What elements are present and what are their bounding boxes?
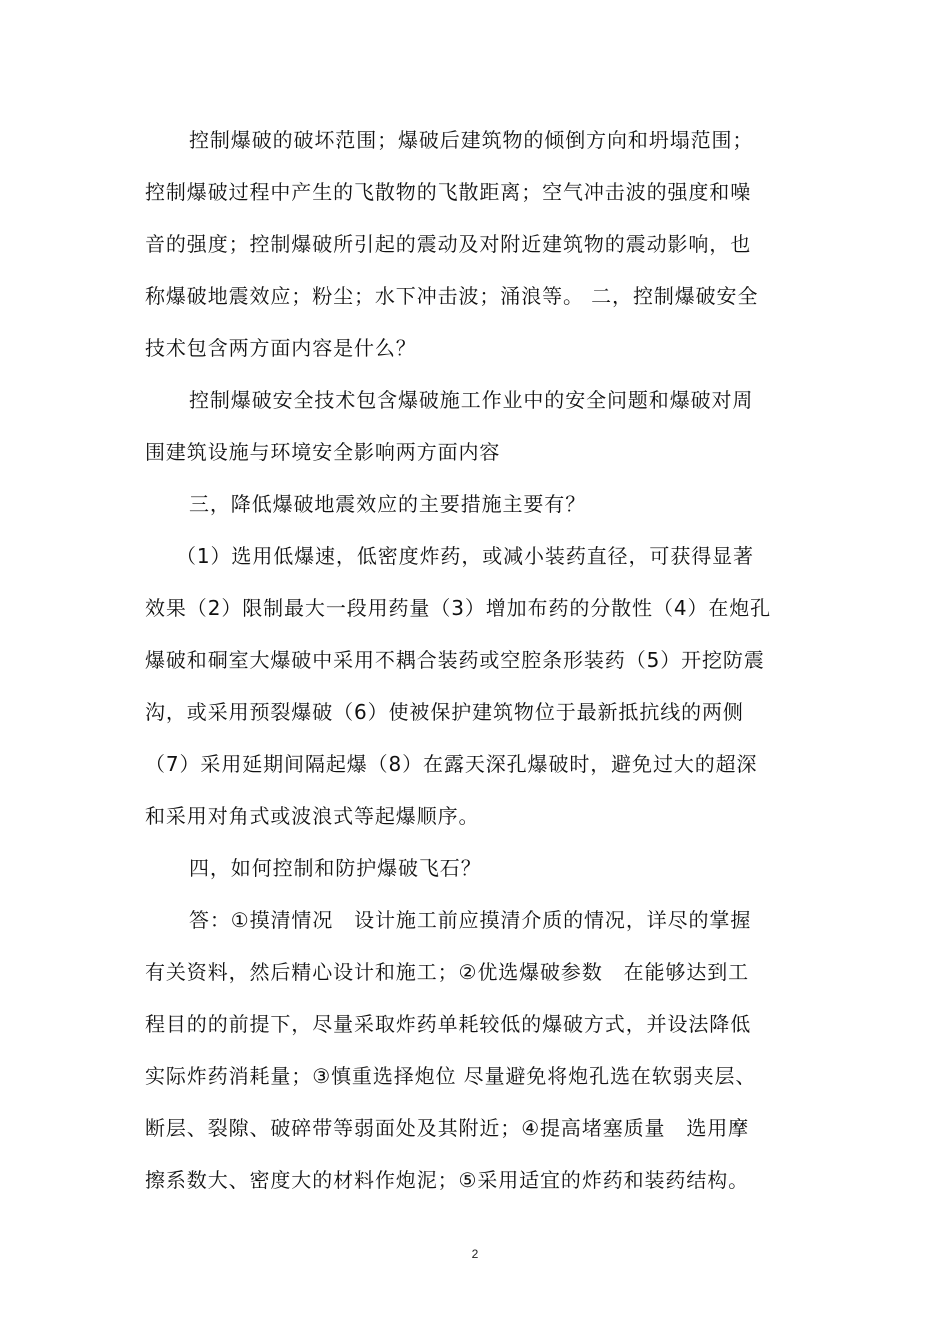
- text-line: 技术包含两方面内容是什么？: [145, 336, 417, 360]
- text-line: （1）选用低爆速，低密度炸药，或减小装药直径，可获得显著: [176, 544, 754, 568]
- text-line: 控制爆破过程中产生的飞散物的飞散距离；空气冲击波的强度和噪: [145, 180, 752, 204]
- text-line: 断层、裂隙、破碎带等弱面处及其附近；④提高堵塞质量 选用摩: [145, 1116, 750, 1140]
- text-line: 爆破和硐室大爆破中采用不耦合装药或空腔条形装药（5）开挖防震: [145, 648, 765, 672]
- text-line: 和采用对角式或波浪式等起爆顺序。: [145, 804, 480, 828]
- text-line: 擦系数大、密度大的材料作炮泥；⑤采用适宜的炸药和装药结构。: [145, 1168, 750, 1192]
- section-heading: 三，降低爆破地震效应的主要措施主要有？: [189, 492, 587, 516]
- text-line: 实际炸药消耗量；③慎重选择炮位 尽量避免将炮孔选在软弱夹层、: [145, 1064, 757, 1088]
- text-line: 有关资料，然后精心设计和施工；②优选爆破参数 在能够达到工: [145, 960, 750, 984]
- section-heading: 四，如何控制和防护爆破飞石？: [189, 856, 482, 880]
- text-line: （7）采用延期间隔起爆（8）在露天深孔爆破时，避免过大的超深: [145, 752, 758, 776]
- text-line: 音的强度；控制爆破所引起的震动及对附近建筑物的震动影响，也: [145, 232, 752, 256]
- text-line: 效果（2）限制最大一段用药量（3）增加布药的分散性（4）在炮孔: [145, 596, 772, 620]
- text-line: 围建筑设施与环境安全影响两方面内容: [145, 440, 501, 464]
- text-line: 称爆破地震效应；粉尘；水下冲击波；涌浪等。 二，控制爆破安全: [145, 284, 759, 308]
- text-line: 控制爆破的破坏范围；爆破后建筑物的倾倒方向和坍塌范围；: [189, 128, 754, 152]
- text-line: 答：①摸清情况 设计施工前应摸清介质的情况，详尽的掌握: [189, 908, 752, 932]
- page-number: 2: [471, 1247, 479, 1261]
- text-line: 控制爆破安全技术包含爆破施工作业中的安全问题和爆破对周: [189, 388, 754, 412]
- text-line: 程目的的前提下，尽量采取炸药单耗较低的爆破方式，并设法降低: [145, 1012, 752, 1036]
- text-line: 沟，或采用预裂爆破（6）使被保护建筑物位于最新抵抗线的两侧: [145, 700, 744, 724]
